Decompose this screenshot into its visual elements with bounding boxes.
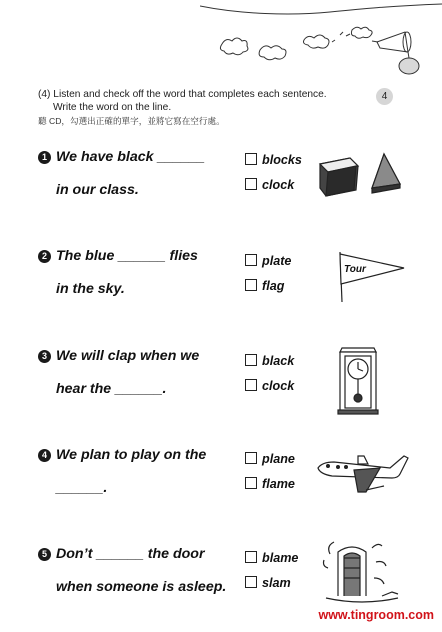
page-number-badge: 4 bbox=[376, 88, 393, 105]
instructions-line-2: Write the word on the line. bbox=[53, 102, 172, 113]
option-1a[interactable] bbox=[245, 153, 302, 167]
checkbox[interactable] bbox=[245, 576, 257, 588]
option-4a-label: plane bbox=[262, 452, 295, 466]
watermark-url[interactable]: www.tingroom.com bbox=[318, 608, 434, 622]
option-2b[interactable] bbox=[245, 279, 284, 293]
door-slam-icon bbox=[322, 538, 402, 604]
question-2-number: 2 bbox=[38, 250, 51, 263]
option-5b-label: slam bbox=[262, 576, 291, 590]
question-5-line-2: when someone is asleep. bbox=[56, 579, 227, 595]
question-4-number: 4 bbox=[38, 449, 51, 462]
checkbox[interactable] bbox=[245, 153, 257, 165]
option-5a-label: blame bbox=[262, 551, 299, 565]
clock-icon bbox=[334, 344, 382, 416]
option-3b-label: clock bbox=[262, 379, 295, 393]
option-2b-label: flag bbox=[262, 279, 285, 293]
checkbox[interactable] bbox=[245, 551, 257, 563]
question-2-line-2: in the sky. bbox=[56, 281, 125, 297]
checkbox[interactable] bbox=[245, 452, 257, 464]
blocks-icon bbox=[314, 150, 404, 198]
option-3b[interactable] bbox=[245, 379, 294, 393]
option-1a-label: blocks bbox=[262, 153, 302, 167]
checkbox[interactable] bbox=[245, 477, 257, 489]
checkbox[interactable] bbox=[245, 254, 257, 266]
question-1-line-2: in our class. bbox=[56, 182, 139, 198]
question-5-text-1: Don’t ______ the door bbox=[56, 546, 205, 562]
option-3a-label: black bbox=[262, 354, 295, 368]
question-1-text-1: We have black ______ bbox=[56, 149, 205, 165]
checkbox[interactable] bbox=[245, 178, 257, 190]
airplane-icon bbox=[314, 450, 412, 498]
option-4a[interactable] bbox=[245, 452, 295, 466]
clouds-trumpet-icon bbox=[200, 0, 442, 80]
question-5-line-1 bbox=[38, 546, 204, 562]
checkbox[interactable] bbox=[245, 354, 257, 366]
instructions-chinese: 聽 CD，勾選出正確的單字，並將它寫在空行處。 bbox=[38, 116, 225, 126]
question-4-text-1: We plan to play on the bbox=[56, 447, 207, 463]
question-1-line-1 bbox=[38, 149, 205, 165]
option-1b-label: clock bbox=[262, 178, 295, 192]
option-4b[interactable] bbox=[245, 477, 295, 491]
question-1-number: 1 bbox=[38, 151, 51, 164]
question-2-line-1 bbox=[38, 248, 198, 264]
option-5b[interactable] bbox=[245, 576, 291, 590]
instructions bbox=[38, 88, 327, 128]
checkbox[interactable] bbox=[245, 279, 257, 291]
question-3-number: 3 bbox=[38, 350, 51, 363]
question-5-number: 5 bbox=[38, 548, 51, 561]
option-1b[interactable] bbox=[245, 178, 294, 192]
checkbox[interactable] bbox=[245, 379, 257, 391]
question-2-text-1: The blue ______ flies bbox=[56, 248, 198, 264]
option-4b-label: flame bbox=[262, 477, 295, 491]
instructions-line-1: (4) Listen and check off the word that completes each sentence. bbox=[38, 89, 327, 100]
option-2a-label: plate bbox=[262, 254, 292, 268]
question-3-line-2: hear the ______. bbox=[56, 381, 167, 397]
flag-icon bbox=[330, 248, 410, 304]
option-5a[interactable] bbox=[245, 551, 298, 565]
option-2a[interactable] bbox=[245, 254, 291, 268]
question-3-line-1 bbox=[38, 348, 199, 364]
question-4-line-1 bbox=[38, 447, 206, 463]
flag-label: Tour bbox=[344, 264, 366, 275]
question-4-line-2: ______. bbox=[56, 480, 108, 496]
option-3a[interactable] bbox=[245, 354, 294, 368]
question-3-text-1: We will clap when we bbox=[56, 348, 200, 364]
